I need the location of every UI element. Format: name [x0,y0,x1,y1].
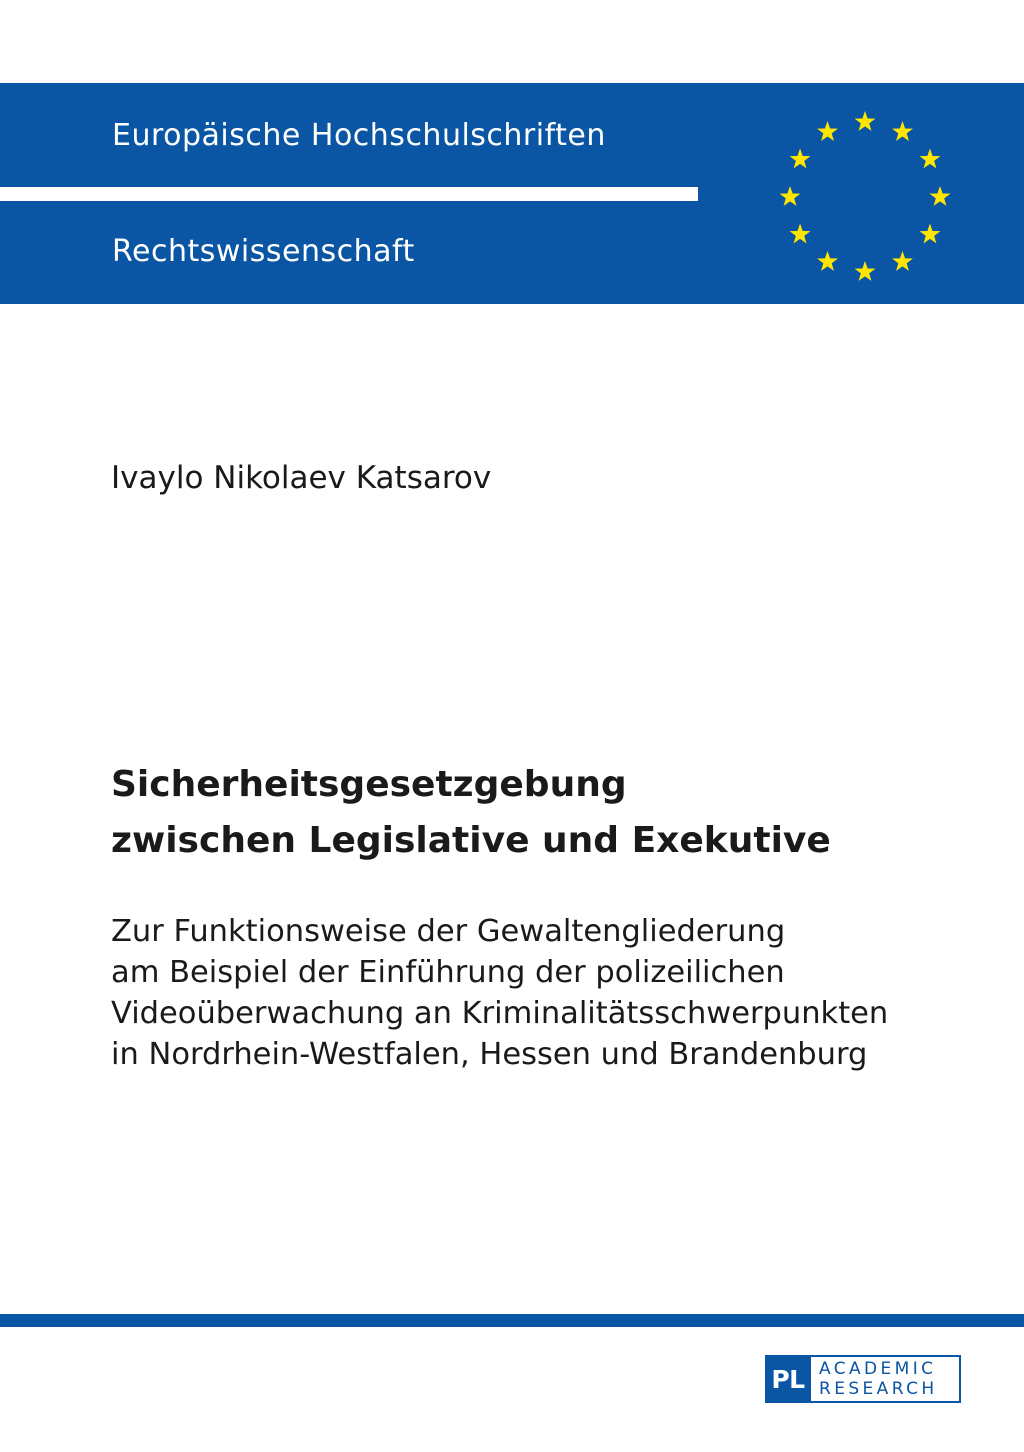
star-icon [892,251,913,271]
star-icon [790,224,811,244]
book-subtitle-line: Zur Funktionsweise der Gewaltengliederung [111,914,786,949]
eu-stars-icon [772,104,958,290]
star-icon [855,261,876,281]
author-name: Ivaylo Nikolaev Katsarov [111,460,492,496]
publisher-line-research: RESEARCH [819,1379,938,1399]
star-icon [817,251,838,271]
book-subtitle-line: in Nordrhein-Westfalen, Hessen und Brandenburg [111,1037,868,1072]
star-icon [855,111,876,131]
star-icon [919,149,940,169]
book-subtitle-line: am Beispiel der Einführung der polizeilichen [111,955,785,990]
book-title [111,757,831,869]
book-subtitle [111,911,888,1075]
publisher-logo [765,1355,961,1403]
star-icon [790,149,811,169]
star-icon [780,186,801,206]
book-title-line: zwischen Legislative und Exekutive [111,820,831,861]
star-icon [817,121,838,141]
star-icon [919,224,940,244]
series-subtitle: Rechtswissenschaft [112,234,415,269]
star-icon [930,186,951,206]
series-divider [0,187,698,201]
publisher-name [811,1355,961,1403]
book-title-line: Sicherheitsgesetzgebung [111,764,627,805]
publisher-mark: PL [765,1355,811,1403]
series-title: Europäische Hochschulschriften [112,118,606,153]
bottom-divider [0,1314,1024,1327]
star-icon [892,121,913,141]
book-subtitle-line: Videoüberwachung an Kriminalitätsschwerpunkten [111,996,889,1031]
publisher-line-academic: ACADEMIC [819,1359,937,1379]
